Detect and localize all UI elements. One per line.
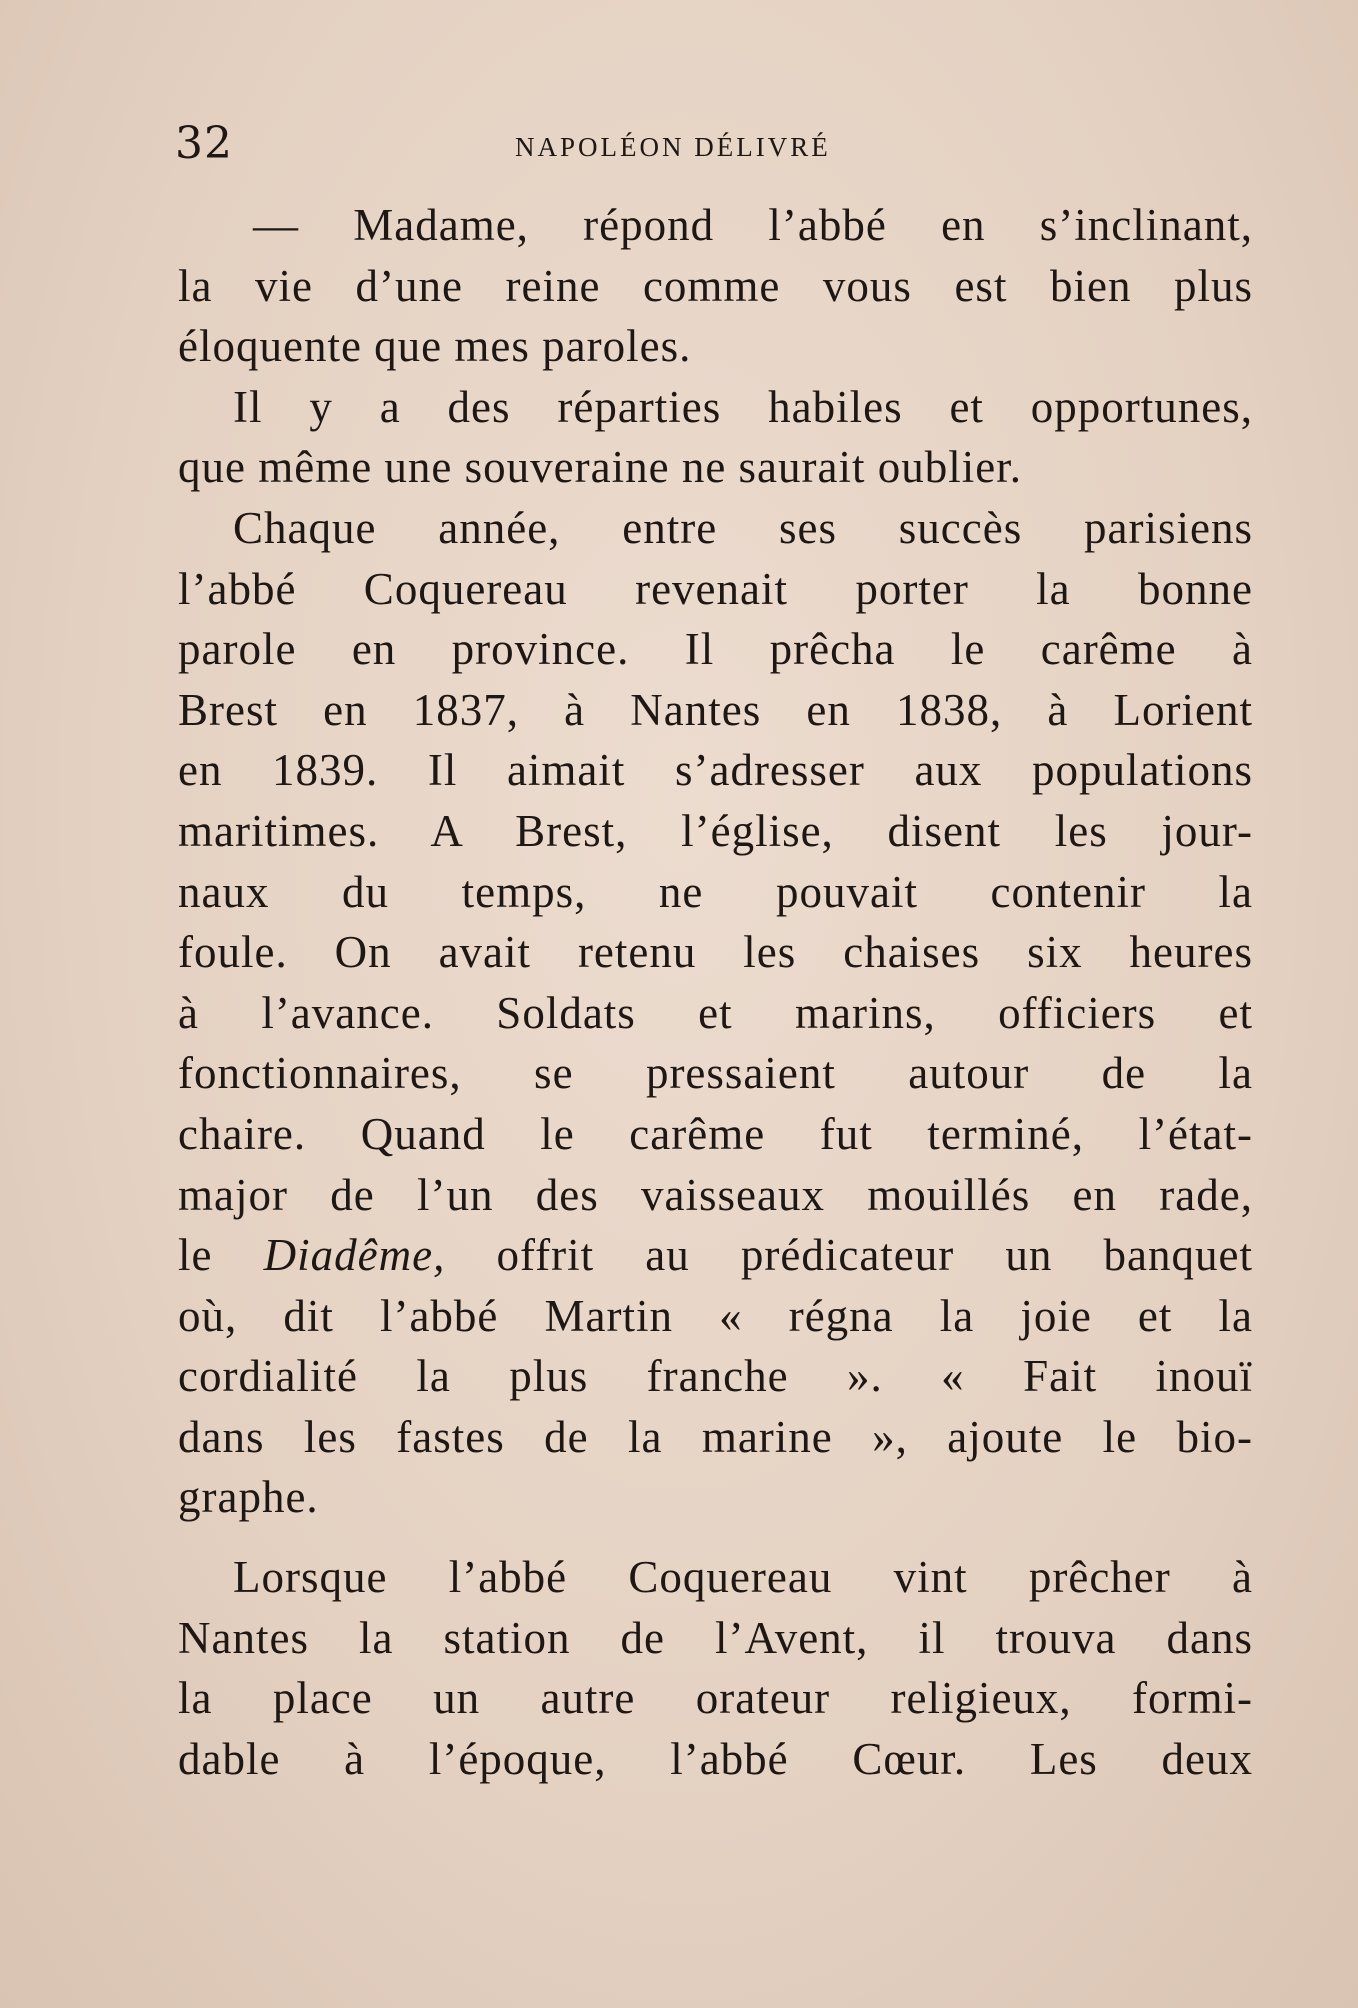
text-line: l’abbé Coquereau revenait porter la bonne [178, 563, 1253, 614]
page-number: 32 [175, 118, 233, 169]
text-line: où, dit l’abbé Martin « régna la joie et la [178, 1290, 1253, 1341]
text-line: maritimes. A Brest, l’église, disent les jour- [178, 805, 1253, 856]
text-line: éloquente que mes paroles. [178, 321, 692, 372]
text-line: fonctionnaires, se pressaient autour de la [178, 1048, 1253, 1099]
text-line: Brest en 1837, à Nantes en 1838, à Lorient [178, 684, 1253, 735]
text-line: la place un autre orateur religieux, formi- [178, 1673, 1253, 1724]
text-line: dans les fastes de la marine », ajoute le bio- [178, 1411, 1253, 1462]
page-header [175, 118, 1250, 178]
text-segment: le [178, 1230, 264, 1281]
ship-name: Diadême, [263, 1230, 446, 1281]
text-line: cordialité la plus franche ». « Fait inouï [178, 1351, 1253, 1402]
body-text [178, 195, 1253, 1789]
text-line: foule. On avait retenu les chaises six heures [178, 927, 1253, 978]
text-line: major de l’un des vaisseaux mouillés en rade, [178, 1169, 1253, 1220]
text-line: Chaque année, entre ses succès parisiens [233, 502, 1253, 553]
text-line: Il y a des réparties habiles et opportunes, [233, 381, 1253, 432]
text-line: naux du temps, ne pouvait contenir la [178, 866, 1253, 917]
text-line: parole en province. Il prêcha le carême à [178, 624, 1253, 675]
text-line: dable à l’époque, l’abbé Cœur. Les deux [178, 1733, 1253, 1784]
running-title: NAPOLÉON DÉLIVRÉ [515, 132, 831, 162]
text-line-italic [178, 1225, 1253, 1286]
text-line: que même une souveraine ne saurait oublier. [178, 442, 1022, 493]
text-line: Nantes la station de l’Avent, il trouva dans [178, 1612, 1253, 1663]
text-line: la vie d’une reine comme vous est bien plus [178, 260, 1253, 311]
text-line: Lorsque l’abbé Coquereau vint prêcher à [233, 1552, 1253, 1603]
text-segment: offrit au prédicateur un banquet [445, 1230, 1253, 1281]
text-line: — Madame, répond l’abbé en s’inclinant, [253, 200, 1253, 250]
text-line: à l’avance. Soldats et marins, officiers et [178, 987, 1253, 1038]
text-line: chaire. Quand le carême fut terminé, l’état- [178, 1108, 1253, 1159]
text-line: en 1839. Il aimait s’adresser aux populations [178, 745, 1253, 796]
text-line: graphe. [178, 1472, 319, 1523]
